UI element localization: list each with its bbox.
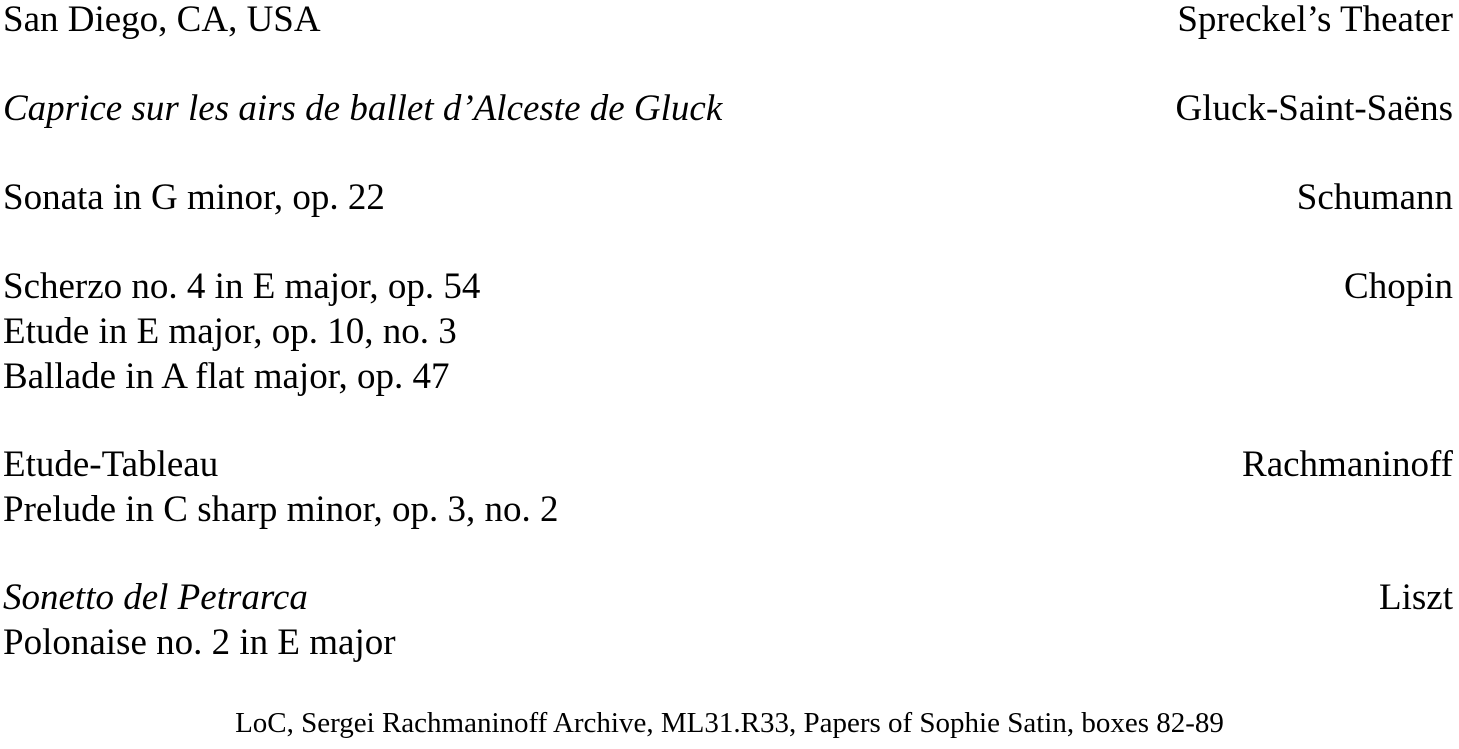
program-work: Etude-Tableau: [3, 444, 219, 485]
concert-location: San Diego, CA, USA: [3, 0, 321, 40]
program-work: Scherzo no. 4 in E major, op. 54: [3, 266, 481, 307]
program-composer: Chopin: [1344, 266, 1453, 307]
program-work: Ballade in A flat major, op. 47: [3, 356, 450, 397]
program-work: Prelude in C sharp minor, op. 3, no. 2: [3, 489, 559, 530]
program-work: Sonata in G minor, op. 22: [3, 177, 385, 218]
program-work: Etude in E major, op. 10, no. 3: [3, 311, 457, 352]
program-work: Polonaise no. 2 in E major: [3, 622, 396, 663]
program-composer: Liszt: [1379, 577, 1453, 618]
program-work: Caprice sur les airs de ballet d’Alceste de Gluck: [3, 88, 723, 129]
source-citation: LoC, Sergei Rachmaninoff Archive, ML31.R33, Papers of Sophie Satin, boxes 82-89: [235, 707, 1224, 739]
program-composer: Rachmaninoff: [1242, 444, 1453, 485]
program-composer: Schumann: [1296, 177, 1453, 218]
concert-venue: Spreckel’s Theater: [1177, 0, 1453, 40]
program-composer: Gluck-Saint-Saëns: [1175, 88, 1453, 129]
program-work: Sonetto del Petrarca: [3, 577, 308, 618]
